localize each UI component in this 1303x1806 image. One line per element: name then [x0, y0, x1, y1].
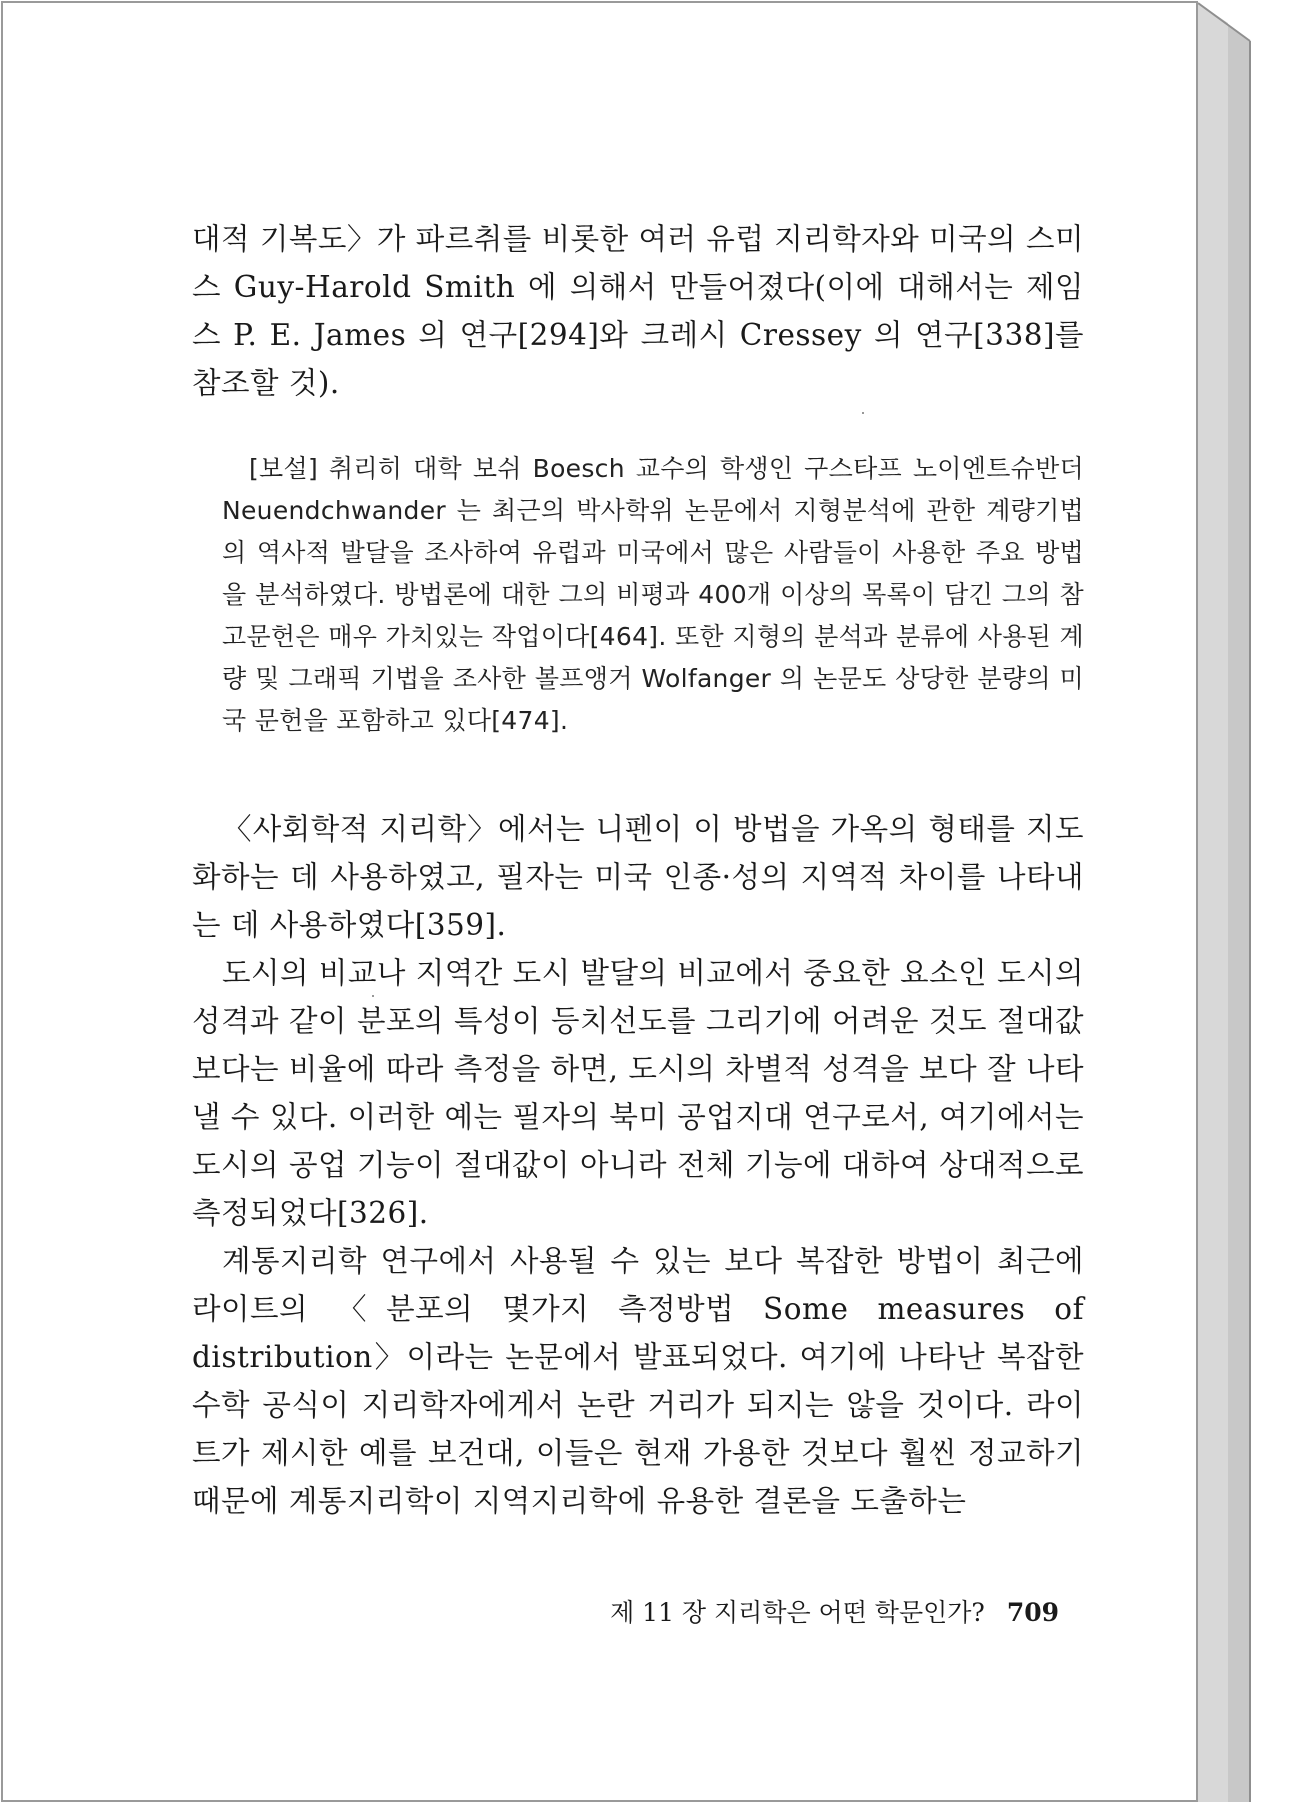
scan-speck: [372, 995, 374, 997]
chapter-title: 제 11 장 지리학은 어떤 학문인가?: [610, 1598, 985, 1627]
note-paragraph: [보설] 취리히 대학 보쉬 Boesch 교수의 학생인 구스타프 노이엔트슈반더 Neuendchwander 는 최근의 박사학위 논문에서 지형분석에 관한 계량기법의 역사적 발달을 조사하여 유럽과 미국에서 많은 사람들이 사용한 주요 방법을 분석하였다. 방법론에 대한 그의 비평과 400개 이상의 목록이 담긴 그의 참고문헌은 매우 가치있는 작업이다[464]. 또한 지형의 분석과 분류에 사용된 계량 및 그래픽 기법을 조사한 볼프앵거 Wolfanger 의 논문도 상당한 분량의 미국 문헌을 포함하고 있다[474].: [222, 454, 1084, 735]
top-body-text: [192, 215, 1084, 407]
scan-speck: [862, 412, 864, 414]
running-footer: [610, 1593, 1059, 1629]
page-number: 709: [1006, 1598, 1059, 1627]
paragraph-systematic-geography: 계통지리학 연구에서 사용될 수 있는 보다 복잡한 방법이 최근에 라이트의 〈분포의 몇가지 측정방법 Some measures of distribution〉이라는 논문에서 발표되었다. 여기에 나타난 복잡한 수학 공식이 지리학자에게서 논란 거리가 되지는 않을 것이다. 라이트가 제시한 예를 보건대, 이들은 현재 가용한 것보다 훨씬 정교하기 때문에 계통지리학이 지역지리학에 유용한 결론을 도출하는: [192, 1244, 1084, 1518]
paragraph-continued: 대적 기복도〉가 파르취를 비롯한 여러 유럽 지리학자와 미국의 스미스 Guy-Harold Smith 에 의해서 만들어졌다(이에 대해서는 제임스 P. E. James 의 연구[294]와 크레시 Cressey 의 연구[338]를 참조할 것).: [192, 222, 1084, 400]
paragraph-sociological-geography: 〈사회학적 지리학〉에서는 니펜이 이 방법을 가옥의 형태를 지도화하는 데 사용하였고, 필자는 미국 인종·성의 지역적 차이를 나타내는 데 사용하였다[359].: [192, 812, 1084, 942]
paragraph-city-comparison: 도시의 비교나 지역간 도시 발달의 비교에서 중요한 요소인 도시의 성격과 같이 분포의 특성이 등치선도를 그리기에 어려운 것도 절대값보다는 비율에 따라 측정을 하면, 도시의 차별적 성격을 보다 잘 나타낼 수 있다. 이러한 예는 필자의 북미 공업지대 연구로서, 여기에서는 도시의 공업 기능이 절대값이 아니라 전체 기능에 대하여 상대적으로 측정되었다[326].: [192, 956, 1084, 1230]
supplementary-note: [222, 448, 1084, 742]
bottom-body-text: [192, 805, 1084, 1525]
book-edge-shape: [1198, 1, 1251, 1802]
book-edge: [1198, 1, 1251, 1802]
